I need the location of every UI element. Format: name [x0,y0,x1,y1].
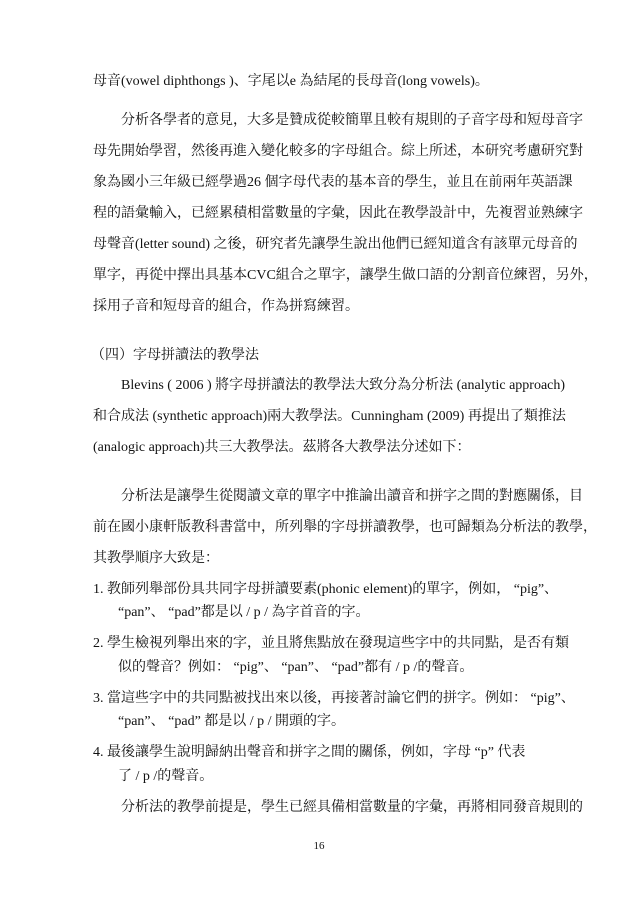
paragraph-2-line-2: 母先開始學習，然後再進入變化較多的字母組合。綜上所述，本研究考慮研究對 [93,144,583,159]
paragraph-2-line-7: 採用子音和短母音的組合，作為拼寫練習。 [93,299,359,314]
list-item-1-line-2: “pan”、 “pad”都是以 / p / 為字首音的字。 [118,605,370,620]
paragraph-2-line-6: 單字，再從中擇出具基本CVC組合之單字，讓學生做口語的分割音位練習，另外， [93,268,598,283]
list-item-1-line-1: 1. 教師列舉部份具共同字母拼讀要素(phonic element)的單字，例如， “pig”、 [93,582,559,597]
list-item-3-line-2: “pan”、 “pad” 都是以 / p / 開頭的字。 [118,714,346,729]
paragraph-2-line-5: 母聲音(letter sound) 之後，研究者先讓學生說出他們已經知道含有該單元母音的 [93,237,578,252]
list-item-2-line-1: 2. 學生檢視列舉出來的字，並且將焦點放在發現這些字中的共同點，是否有類 [93,636,569,651]
paragraph-2-line-3: 象為國小三年級已經學過26 個字母代表的基本音的學生，並且在前兩年英語課 [93,175,573,190]
paragraph-5-line-1: 分析法的教學前提是，學生已經具備相當數量的字彙，再將相同發音規則的 [121,800,583,815]
paragraph-4-line-2: 前在國小康軒版教科書當中，所列舉的字母拼讀教學，也可歸類為分析法的教學， [93,520,597,535]
paragraph-3-line-3: (analogic approach)共三大教學法。茲將各大教學法分述如下： [93,440,471,455]
page-number: 16 [313,840,325,852]
list-item-4-line-2: 了 / p /的聲音。 [118,769,214,784]
list-item-3-line-1: 3. 當這些字中的共同點被找出來以後，再接著討論它們的拼字。例如： “pig”、 [93,691,575,706]
list-item-2-line-2: 似的聲音？例如： “pig”、 “pan”、 “pad”都有 / p /的聲音。 [118,660,474,675]
list-item-4-line-1: 4. 最後讓學生說明歸納出聲音和拼字之間的關係，例如，字母 “p” 代表 [93,745,526,760]
paragraph-3-line-1: Blevins ( 2006 ) 將字母拼讀法的教學法大致分為分析法 (analytic approach) [121,378,566,393]
section-heading: （四）字母拼讀法的教學法 [91,348,259,363]
paragraph-3-line-2: 和合成法 (synthetic approach)兩大教學法。Cunningham (2009) 再提出了類推法 [93,409,566,424]
paragraph-4-line-3: 其教學順序大致是： [93,551,219,566]
paragraph-2-line-4: 程的語彙輸入，已經累積相當數量的字彙，因此在教學設計中，先複習並熟練字 [93,206,583,221]
paragraph-2-line-1: 分析各學者的意見，大多是贊成從較簡單且較有規則的子音字母和短母音字 [121,113,583,128]
paragraph-4-line-1: 分析法是讓學生從閱讀文章的單字中推論出讀音和拼字之間的對應關係，目 [121,489,583,504]
paragraph-1-line-1: 母音(vowel diphthongs )、字尾以e 為結尾的長母音(long vowels)。 [93,74,489,89]
